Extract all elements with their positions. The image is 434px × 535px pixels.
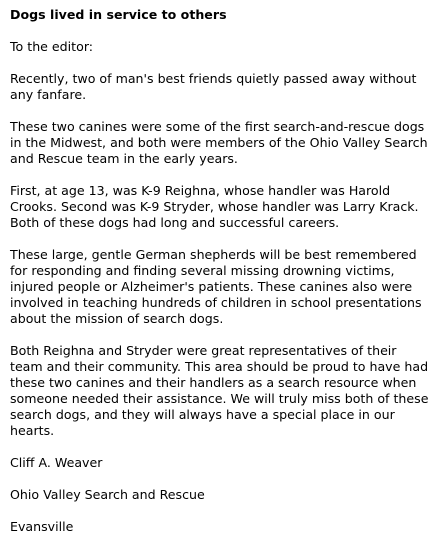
paragraph-4: These large, gentle German shepherds will be best remembered for responding and finding several missing drowning victims, injured people or Alzheimer's patients. These canines also were involved in teaching hundreds of children in school presentations about the mission of search dogs. [10, 247, 422, 326]
paragraph-3: First, at age 13, was K-9 Reighna, whose handler was Harold Crooks. Second was K-9 Stryder, whose handler was Larry Krack. Both of these dogs had long and successful careers. [10, 183, 419, 230]
letter-to-editor [10, 7, 430, 535]
paragraph-1: Recently, two of man's best friends quietly passed away without any fanfare. [10, 71, 417, 102]
author-location: Evansville [10, 519, 74, 534]
salutation: To the editor: [10, 39, 94, 54]
letter-title: Dogs lived in service to others [10, 7, 227, 22]
author-name: Cliff A. Weaver [10, 455, 103, 470]
author-organization: Ohio Valley Search and Rescue [10, 487, 205, 502]
paragraph-2: These two canines were some of the first search-and-rescue dogs in the Midwest, and both were members of the Ohio Valley Search and Rescue team in the early years. [10, 119, 428, 166]
paragraph-5: Both Reighna and Stryder were great representatives of their team and their community. This area should be proud to have had these two canines and their handlers as a search resource when someone needed their assistance. We will truly miss both of these search dogs, and they will always have a special place in our hearts. [10, 343, 429, 438]
